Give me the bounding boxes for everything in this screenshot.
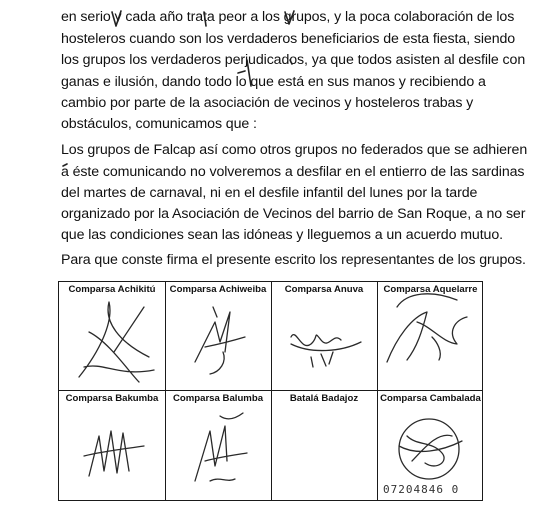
signature-cell-label: Comparsa Cambalada — [380, 393, 481, 404]
closing-line: Para que conste firma el presente escrito los representantes de los grupos. — [61, 252, 526, 268]
signature-cell-bakumba — [59, 391, 165, 501]
signature-cell-achikitu — [59, 282, 165, 390]
signature-drawing — [271, 282, 377, 390]
paragraph1-line-6: obstáculos, comunicamos que : — [61, 116, 257, 132]
paragraph2-line-2: a éste comunicando no volveremos a desfilar en el entierro de las sardinas — [61, 164, 525, 180]
signature-drawing — [165, 282, 271, 390]
signature-cell-label: Comparsa Anuva — [284, 284, 364, 295]
signature-cell-label: Comparsa Bakumba — [65, 393, 159, 404]
signature-cell-label: Batalá Badajoz — [289, 393, 359, 404]
signature-drawing — [59, 282, 165, 390]
paragraph1-line-5: cambio por parte de la asociación de vecinos y hosteleros trabas y — [61, 95, 474, 111]
signature-drawing — [377, 282, 484, 390]
stamp-number: 07204846 0 — [383, 483, 460, 496]
paragraph1-line-1: en serio y cada año trata peor a los grupos, y la poca colaboración de los — [61, 9, 515, 25]
signature-cell-label: Comparsa Balumba — [172, 393, 264, 404]
signature-table — [58, 281, 483, 501]
paragraph1-line-3: los grupos los verdaderos perjudicados, ya que todos asisten al desfile con — [61, 52, 526, 68]
signature-cell-label: Comparsa Achiweiba — [169, 284, 267, 295]
paragraph2-line-4: organizado por la Asociación de Vecinos del barrio de San Roque, a no ser — [61, 206, 526, 222]
paragraph2-line-1: Los grupos de Falcap así como otros grupos no federados que se adhieren — [61, 142, 528, 158]
signature-cell-achiweiba — [165, 282, 271, 390]
signature-cell-aquelarre — [377, 282, 484, 390]
signature-cell-label: Comparsa Aquelarre — [383, 284, 478, 295]
signature-cell-label: Comparsa Achikitú — [68, 284, 156, 295]
paragraph1-line-2: hosteleros cuando son los verdaderos beneficiarios de esta fiesta, siendo — [61, 31, 516, 47]
signature-drawing — [59, 391, 165, 501]
paragraph1-line-4: ganas e ilusión, dando todo lo que está en sus manos y recibiendo a — [61, 74, 486, 90]
paragraph2-line-5: que las condiciones sean las idóneas y lleguemos a un acuerdo mutuo. — [61, 227, 503, 243]
signature-cell-batala-badajoz — [271, 391, 377, 501]
signature-drawing — [165, 391, 271, 501]
signature-cell-anuva — [271, 282, 377, 390]
signature-cell-balumba — [165, 391, 271, 501]
paragraph2-line-3: del martes de carnaval, ni en el desfile infantil del lunes por la tarde — [61, 185, 478, 201]
signature-cell-cambalada — [377, 391, 484, 501]
